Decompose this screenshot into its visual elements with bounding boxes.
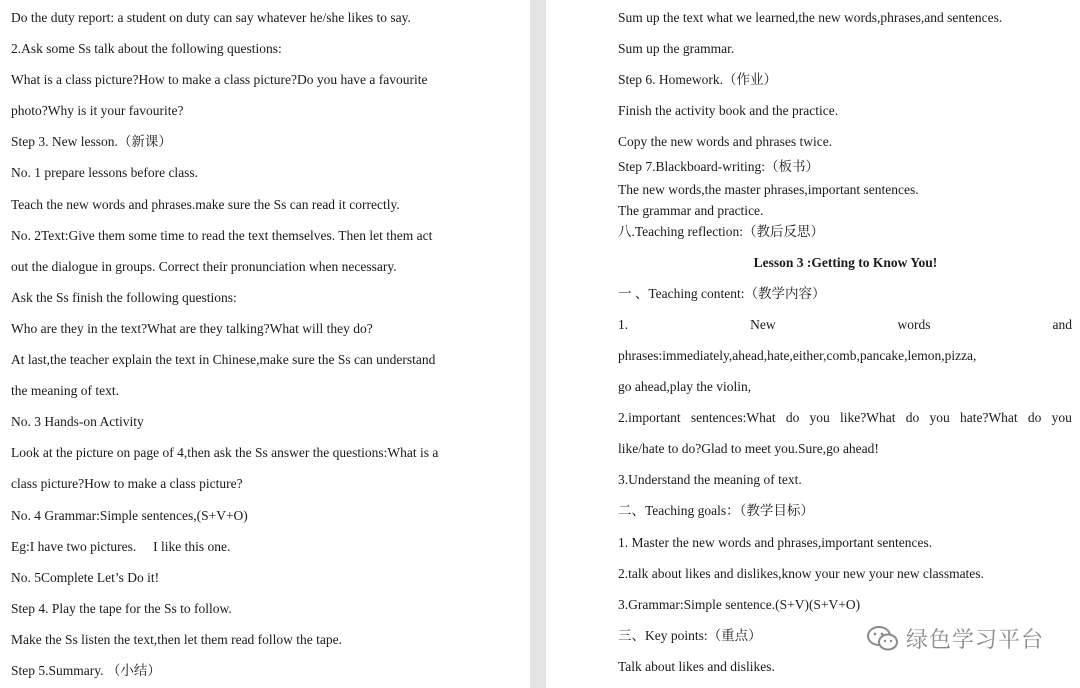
text-line: Look at the picture on page of 4,then ask the Ss answer the questions:What is a: [11, 445, 439, 460]
text-word: hate?What: [959, 410, 1018, 425]
text-line: Copy the new words and phrases twice.: [618, 134, 833, 149]
text-line: Talk about likes and dislikes.: [618, 659, 775, 674]
text-word: 1.: [618, 317, 629, 332]
document-page-left: [0, 0, 530, 688]
text-word: do: [905, 410, 920, 425]
text-line: 一 、Teaching content:（教学内容）: [618, 286, 826, 301]
text-line: out the dialogue in groups. Correct their pronunciation when necessary.: [11, 259, 397, 274]
text-line: Who are they in the text?What are they talking?What will they do?: [11, 321, 373, 336]
text-line: Do the duty report: a student on duty can say whatever he/she likes to say.: [11, 10, 411, 25]
text-line: No. 2Text:Give them some time to read the text themselves. Then let them act: [11, 228, 433, 243]
watermark-text: 绿色学习平台: [905, 628, 1044, 653]
text-line: What is a class picture?How to make a class picture?Do you have a favourite: [11, 72, 428, 87]
text-line: go ahead,play the violin,: [618, 379, 752, 394]
text-line: No. 4 Grammar:Simple sentences,(S+V+O): [11, 508, 248, 523]
text-line: 3.Grammar:Simple sentence.(S+V)(S+V+O): [618, 597, 861, 612]
text-line: Eg:I have two pictures. I like this one.: [11, 539, 231, 554]
text-line: Sum up the grammar.: [618, 41, 735, 56]
text-word: do: [1027, 410, 1042, 425]
text-word: words: [897, 317, 931, 332]
text-line: At last,the teacher explain the text in Chinese,make sure the Ss can understand: [11, 352, 436, 367]
text-line: Teach the new words and phrases.make sure the Ss can read it correctly.: [11, 197, 400, 212]
text-line: Step 5.Summary. （小结）: [11, 663, 161, 678]
text-line: like/hate to do?Glad to meet you.Sure,go ahead!: [618, 441, 879, 456]
text-line: No. 3 Hands-on Activity: [11, 414, 144, 429]
text-line: the meaning of text.: [11, 383, 119, 398]
text-line: Make the Ss listen the text,then let them read follow the tape.: [11, 632, 343, 647]
lesson-heading: Lesson 3 :Getting to Know You!: [753, 255, 938, 270]
text-word: sentences:What: [690, 410, 776, 425]
document-page-right: [546, 0, 1080, 688]
text-word: and: [1052, 317, 1072, 332]
text-word: you: [1051, 410, 1072, 425]
justified-line: [618, 317, 1072, 333]
text-line: photo?Why is it your favourite?: [11, 103, 184, 118]
text-line: Step 3. New lesson.（新课）: [11, 134, 172, 149]
text-line: Ask the Ss finish the following questions:: [11, 290, 237, 305]
justified-line: [618, 410, 1072, 426]
text-line: 三、Key points:（重点）: [618, 628, 762, 643]
text-word: you: [929, 410, 950, 425]
watermark: [866, 623, 1044, 654]
text-line: phrases:immediately,ahead,hate,either,comb,pancake,lemon,pizza,: [618, 348, 977, 363]
text-line: Finish the activity book and the practice.: [618, 103, 839, 118]
text-line: The new words,the master phrases,important sentences.: [618, 182, 919, 197]
text-word: 2.important: [618, 410, 681, 425]
wechat-icon: [866, 625, 900, 653]
text-line: 1. Master the new words and phrases,important sentences.: [618, 535, 933, 550]
text-word: you: [809, 410, 830, 425]
text-line: No. 5Complete Let’s Do it!: [11, 570, 160, 585]
text-word: do: [785, 410, 800, 425]
text-line: 3.Understand the meaning of text.: [618, 472, 802, 487]
text-word: New: [750, 317, 776, 332]
text-line: Step 4. Play the tape for the Ss to follow.: [11, 601, 232, 616]
text-line: class picture?How to make a class picture?: [11, 476, 243, 491]
text-line: 八.Teaching reflection:（教后反思）: [618, 224, 825, 239]
text-line: 2.talk about likes and dislikes,know your new your new classmates.: [618, 566, 984, 581]
text-line: Sum up the text what we learned,the new words,phrases,and sentences.: [618, 10, 1003, 25]
text-line: Step 6. Homework.（作业）: [618, 72, 777, 87]
text-word: like?What: [840, 410, 896, 425]
text-line: No. 1 prepare lessons before class.: [11, 165, 199, 180]
text-line: The grammar and practice.: [618, 203, 764, 218]
text-line: Step 7.Blackboard-writing:（板书）: [618, 159, 819, 174]
text-line: 2.Ask some Ss talk about the following questions:: [11, 41, 282, 56]
text-line: 二、Teaching goals：（教学目标）: [618, 503, 814, 518]
